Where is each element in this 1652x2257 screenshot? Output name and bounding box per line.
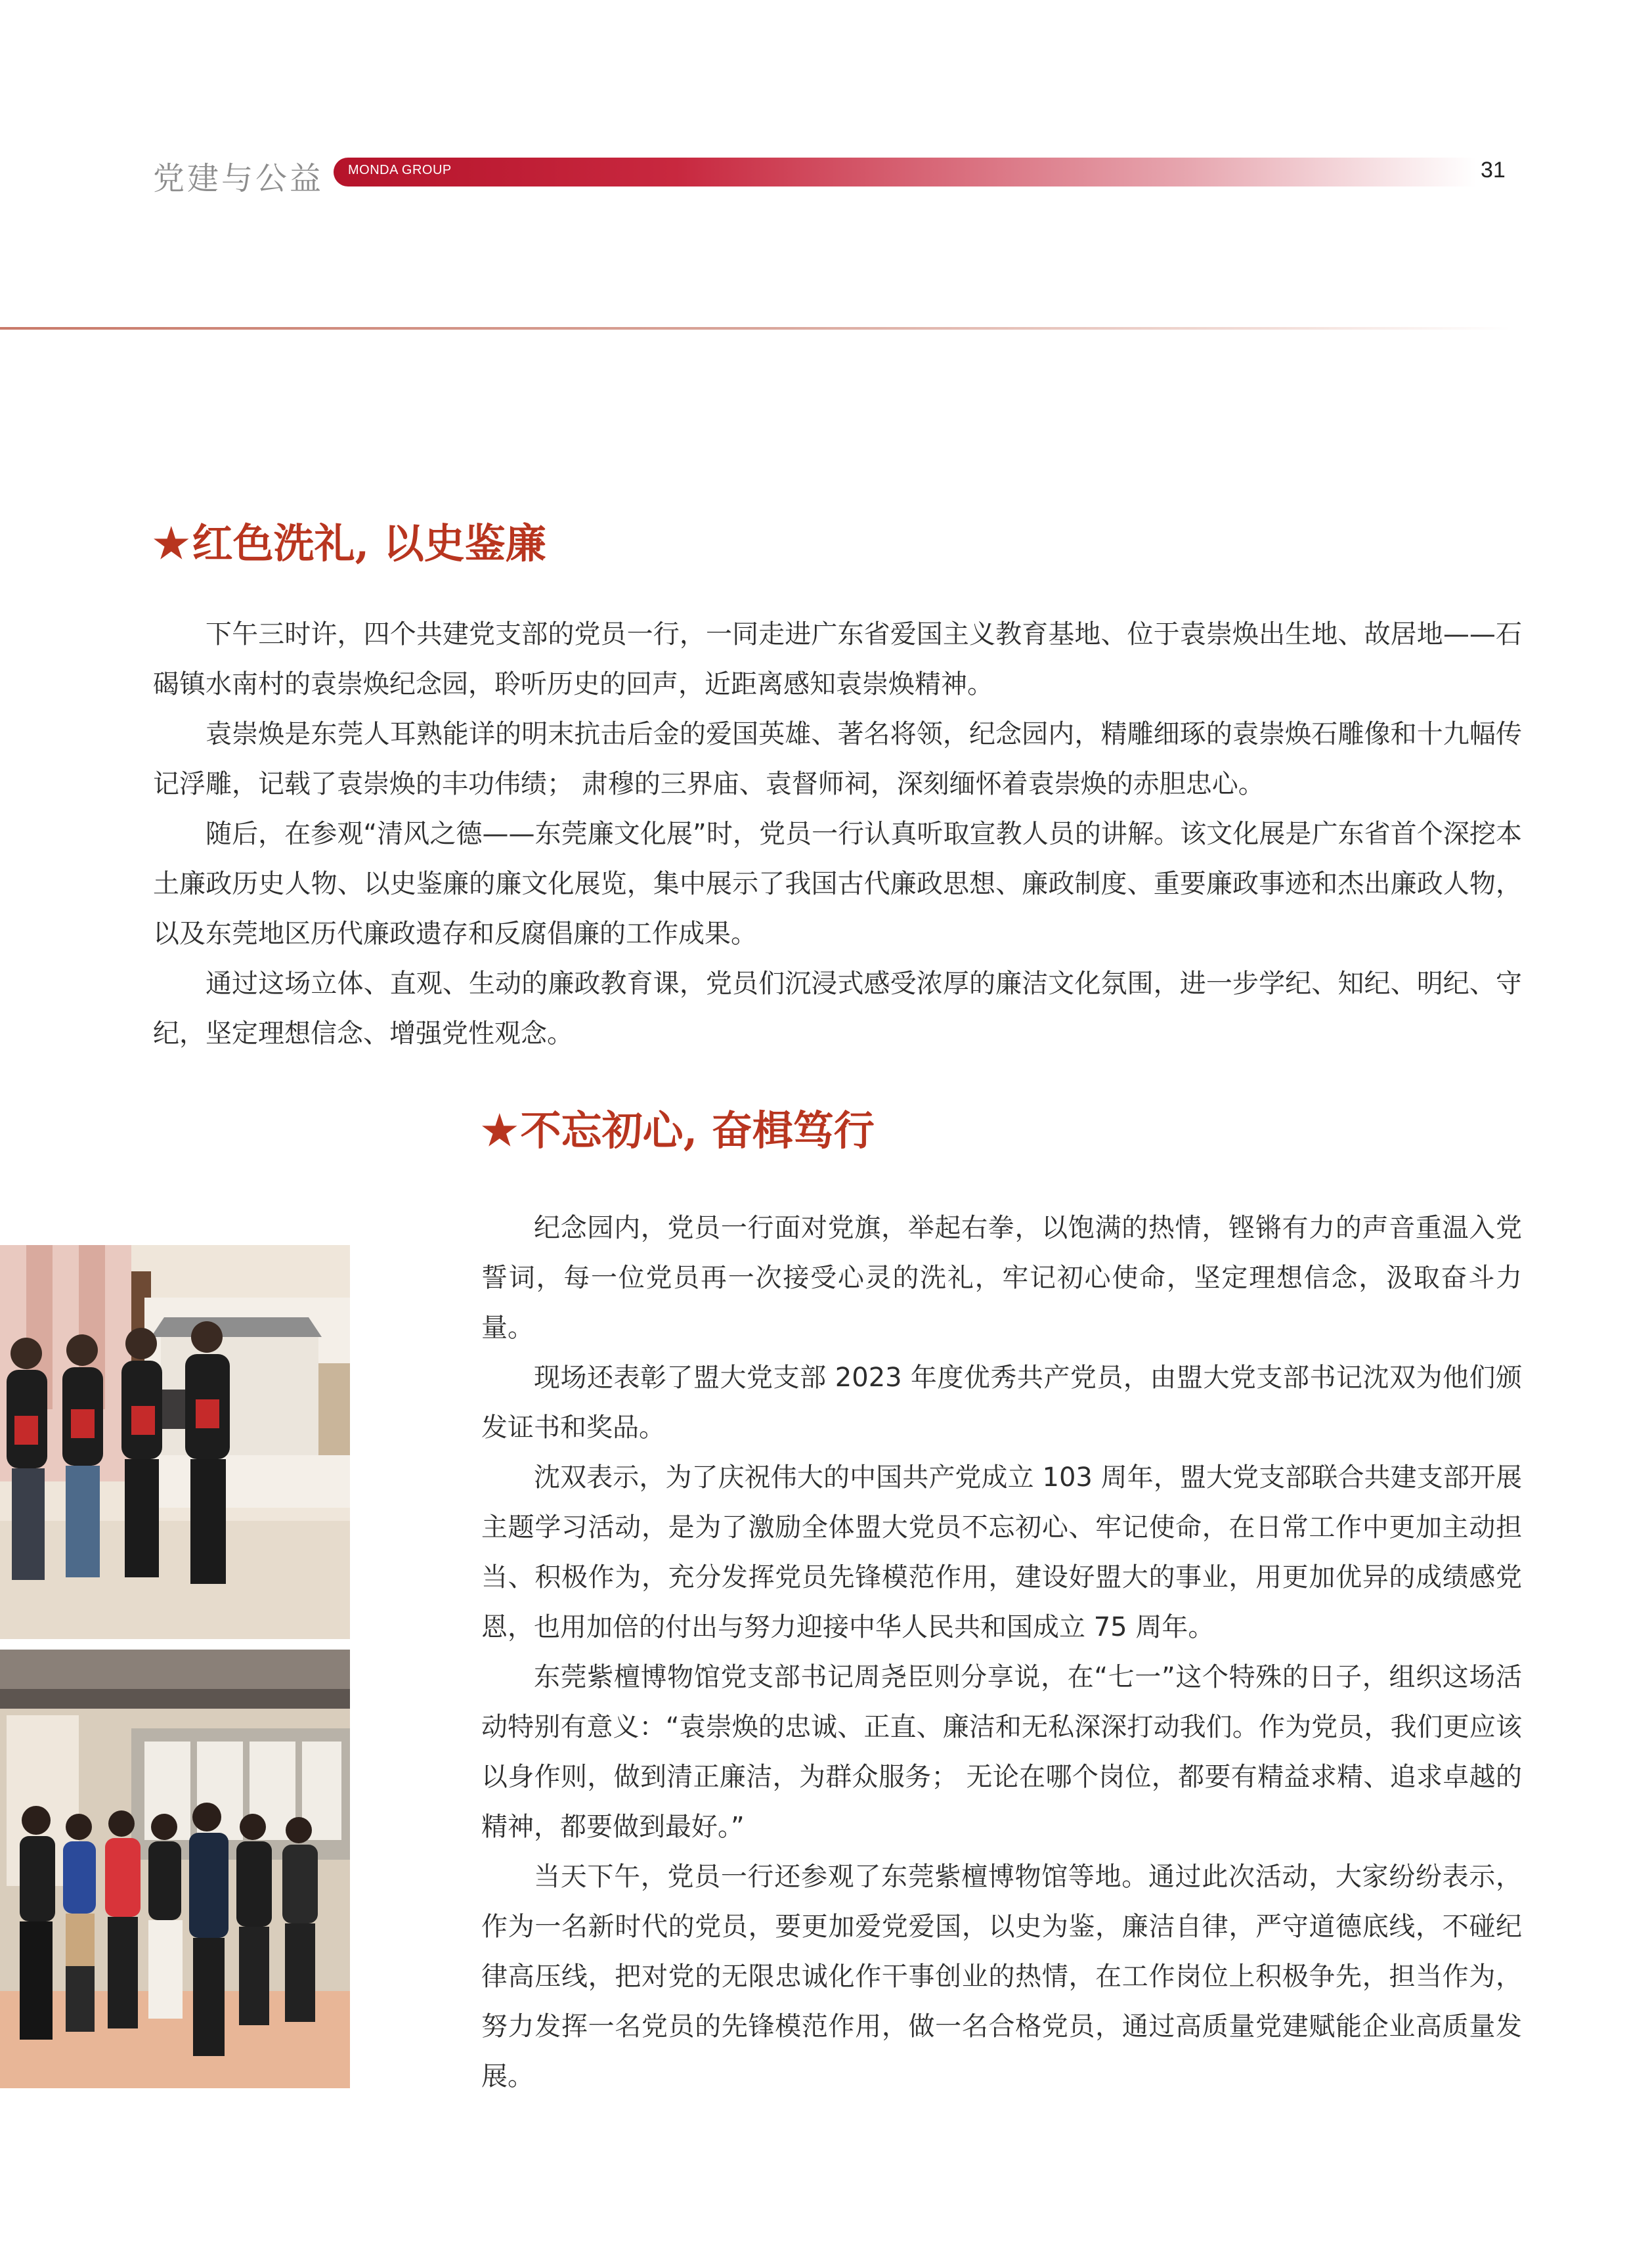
section-1-title: 红色洗礼, 以史鉴廉 xyxy=(192,519,546,567)
section-1-heading xyxy=(153,511,546,569)
section-label: 党建与公益 xyxy=(153,160,324,197)
header-bar xyxy=(334,158,1476,186)
section-2-heading xyxy=(481,1098,875,1156)
brand-label: MONDA GROUP xyxy=(348,163,452,177)
section-2-paragraph: 现场还表彰了盟大党支部 2023 年度优秀共产党员，由盟大党支部书记沈双为他们颁发证书和奖品。 xyxy=(481,1363,1522,1443)
section-2-paragraph: 东莞紫檀博物馆党支部书记周尧臣则分享说，在“七一”这个特殊的日子，组织这场活动特别有意义：“袁崇焕的忠诚、正直、廉洁和无私深深打动我们。作为党员，我们更应该以身作则，做到清正廉洁，为群众服务； 无论在哪个岗位，都要有精益求精、追求卓越的精神，都要做到最好。” xyxy=(481,1662,1522,1842)
section-2-paragraph: 沈双表示，为了庆祝伟大的中国共产党成立 103 周年，盟大党支部联合共建支部开展主题学习活动，是为了激励全体盟大党员不忘初心、牢记使命，在日常工作中更加主动担当、积极作为，充分发挥党员先锋模范作用，建设好盟大的事业，用更加优异的成绩感党恩，也用加倍的付出与努力迎接中华人民共和国成立 75 周年。 xyxy=(481,1462,1522,1642)
section-1-paragraph: 随后，在参观“清风之德——东莞廉文化展”时，党员一行认真听取宣教人员的讲解。该文化展是广东省首个深挖本土廉政历史人物、以史鉴廉的廉文化展览，集中展示了我国古代廉政思想、廉政制度、重要廉政事迹和杰出廉政人物，以及东莞地区历代廉政遗存和反腐倡廉的工作成果。 xyxy=(153,819,1522,949)
award-ceremony-photo xyxy=(0,1245,350,1639)
header-divider xyxy=(0,327,1510,330)
section-1-paragraph: 袁崇焕是东莞人耳熟能详的明末抗击后金的爱国英雄、著名将领，纪念园内，精雕细琢的袁崇焕石雕像和十九幅传记浮雕，记载了袁崇焕的丰功伟绩； 肃穆的三界庙、袁督师祠，深刻缅怀着袁崇焕的赤胆忠心。 xyxy=(153,719,1522,799)
exhibition-visit-photo xyxy=(0,1650,350,2088)
section-2-paragraph: 纪念园内，党员一行面对党旗，举起右拳，以饱满的热情，铿锵有力的声音重温入党誓词，每一位党员再一次接受心灵的洗礼，牢记初心使命，坚定理想信念，汲取奋斗力量。 xyxy=(481,1213,1522,1343)
section-2-title: 不忘初心, 奋楫笃行 xyxy=(520,1107,875,1154)
section-2-paragraph: 当天下午，党员一行还参观了东莞紫檀博物馆等地。通过此次活动，大家纷纷表示，作为一名新时代的党员，要更加爱党爱国，以史为鉴，廉洁自律，严守道德底线，不碰纪律高压线，把对党的无限忠诚化作干事创业的热情，在工作岗位上积极争先，担当作为，努力发挥一名党员的先锋模范作用，做一名合格党员，通过高质量党建赋能企业高质量发展。 xyxy=(481,1862,1522,2092)
star-icon: ★ xyxy=(153,519,190,567)
section-1-paragraph: 下午三时许，四个共建党支部的党员一行，一同走进广东省爱国主义教育基地、位于袁崇焕出生地、故居地——石碣镇水南村的袁崇焕纪念园，聆听历史的回声，近距离感知袁崇焕精神。 xyxy=(153,619,1522,699)
section-1-paragraph: 通过这场立体、直观、生动的廉政教育课，党员们沉浸式感受浓厚的廉洁文化氛围，进一步学纪、知纪、明纪、守纪，坚定理想信念、增强党性观念。 xyxy=(153,969,1522,1049)
page-number: 31 xyxy=(1481,158,1506,183)
star-icon: ★ xyxy=(481,1107,518,1154)
